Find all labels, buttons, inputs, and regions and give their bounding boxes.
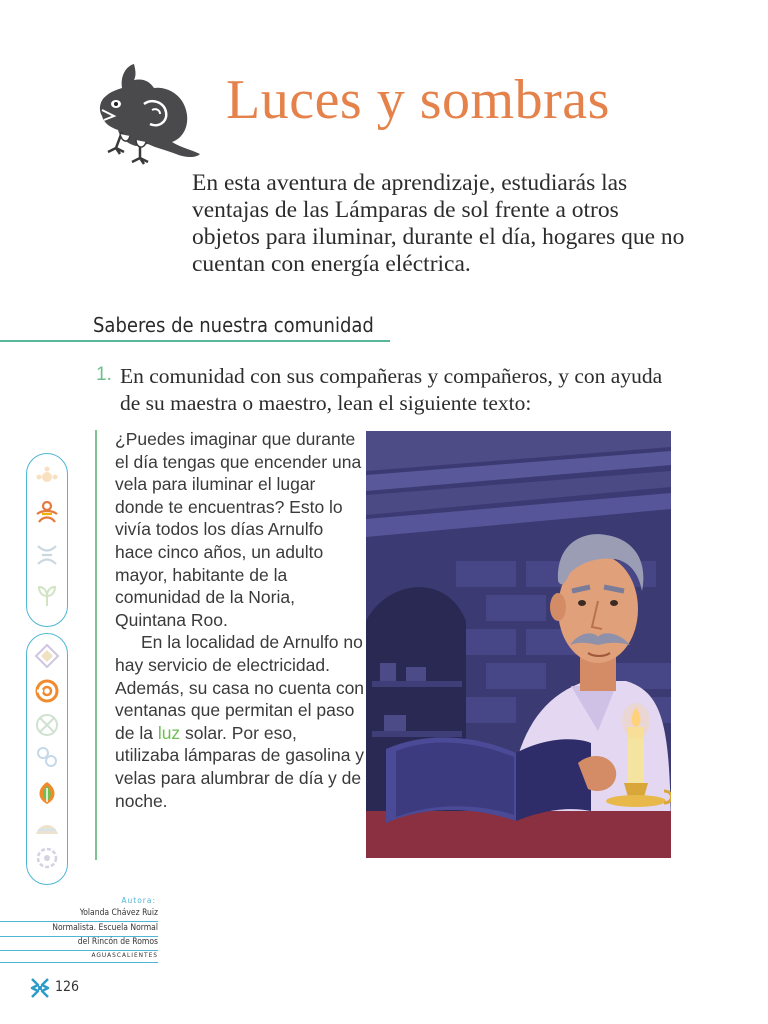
story-illustration	[366, 431, 671, 858]
mound-symbol-icon	[34, 814, 60, 840]
author-divider	[0, 921, 158, 922]
reading-paragraph-1: ¿Puedes imaginar que durante el día tengas que encender una vela para iluminar el lugar donde te encuentras? Esto lo vivía todos los días Arnulfo hace cinco años, un adulto mayor, habitante de la comunidad de la Noria, Quintana Roo.	[115, 429, 362, 630]
reading-p2-end: solar. Por eso, utilizaba lámparas de gasolina y velas para alumbrar de día y de noche.	[115, 722, 365, 811]
highlight-word: luz	[157, 722, 181, 743]
step-number: 1.	[96, 364, 112, 385]
sun-symbol-icon	[34, 464, 60, 490]
section-underline	[0, 340, 390, 342]
reading-margin-rule	[95, 430, 97, 860]
spiral-symbol-icon	[34, 678, 60, 704]
diamond-symbol-icon	[34, 643, 60, 669]
author-divider	[0, 962, 158, 963]
figure-symbol-icon	[34, 500, 60, 526]
page-number: 126	[55, 979, 80, 995]
reading-text	[115, 428, 365, 812]
section-heading: Saberes de nuestra comunidad	[93, 313, 374, 337]
page-ornament-icon	[30, 977, 50, 999]
leaf-symbol-icon	[34, 780, 60, 806]
author-label: Autora:	[121, 896, 156, 905]
author-name: Yolanda Chávez Ruiz	[79, 908, 158, 918]
chain-symbol-icon	[34, 744, 60, 770]
author-detail-2: del Rincón de Romos	[77, 937, 158, 947]
weave-symbol-icon	[34, 542, 60, 568]
author-detail-1: Normalista. Escuela Normal	[52, 923, 158, 933]
reading-p2-start: En la localidad de Arnulfo no hay servicio de electricidad. Además, su casa no cuenta con ventanas que permitan el paso de la	[115, 632, 365, 743]
grid-symbol-icon	[34, 712, 60, 738]
circle-symbol-icon	[34, 845, 60, 871]
reading-paragraph-2	[115, 631, 365, 812]
page-title: Luces y sombras	[226, 69, 610, 131]
plant-symbol-icon	[34, 582, 60, 608]
author-state: AGUASCALIENTES	[91, 951, 158, 959]
step-instruction: En comunidad con sus compañeras y compañeros, y con ayuda de su maestra o maestro, lean el siguiente texto:	[120, 364, 663, 415]
mascot-glyph-icon	[92, 58, 204, 166]
intro-paragraph: En esta aventura de aprendizaje, estudiarás las ventajas de las Lámparas de sol frente a otros objetos para iluminar, durante el día, hogares que no cuentan con energía eléctrica.	[192, 170, 685, 277]
